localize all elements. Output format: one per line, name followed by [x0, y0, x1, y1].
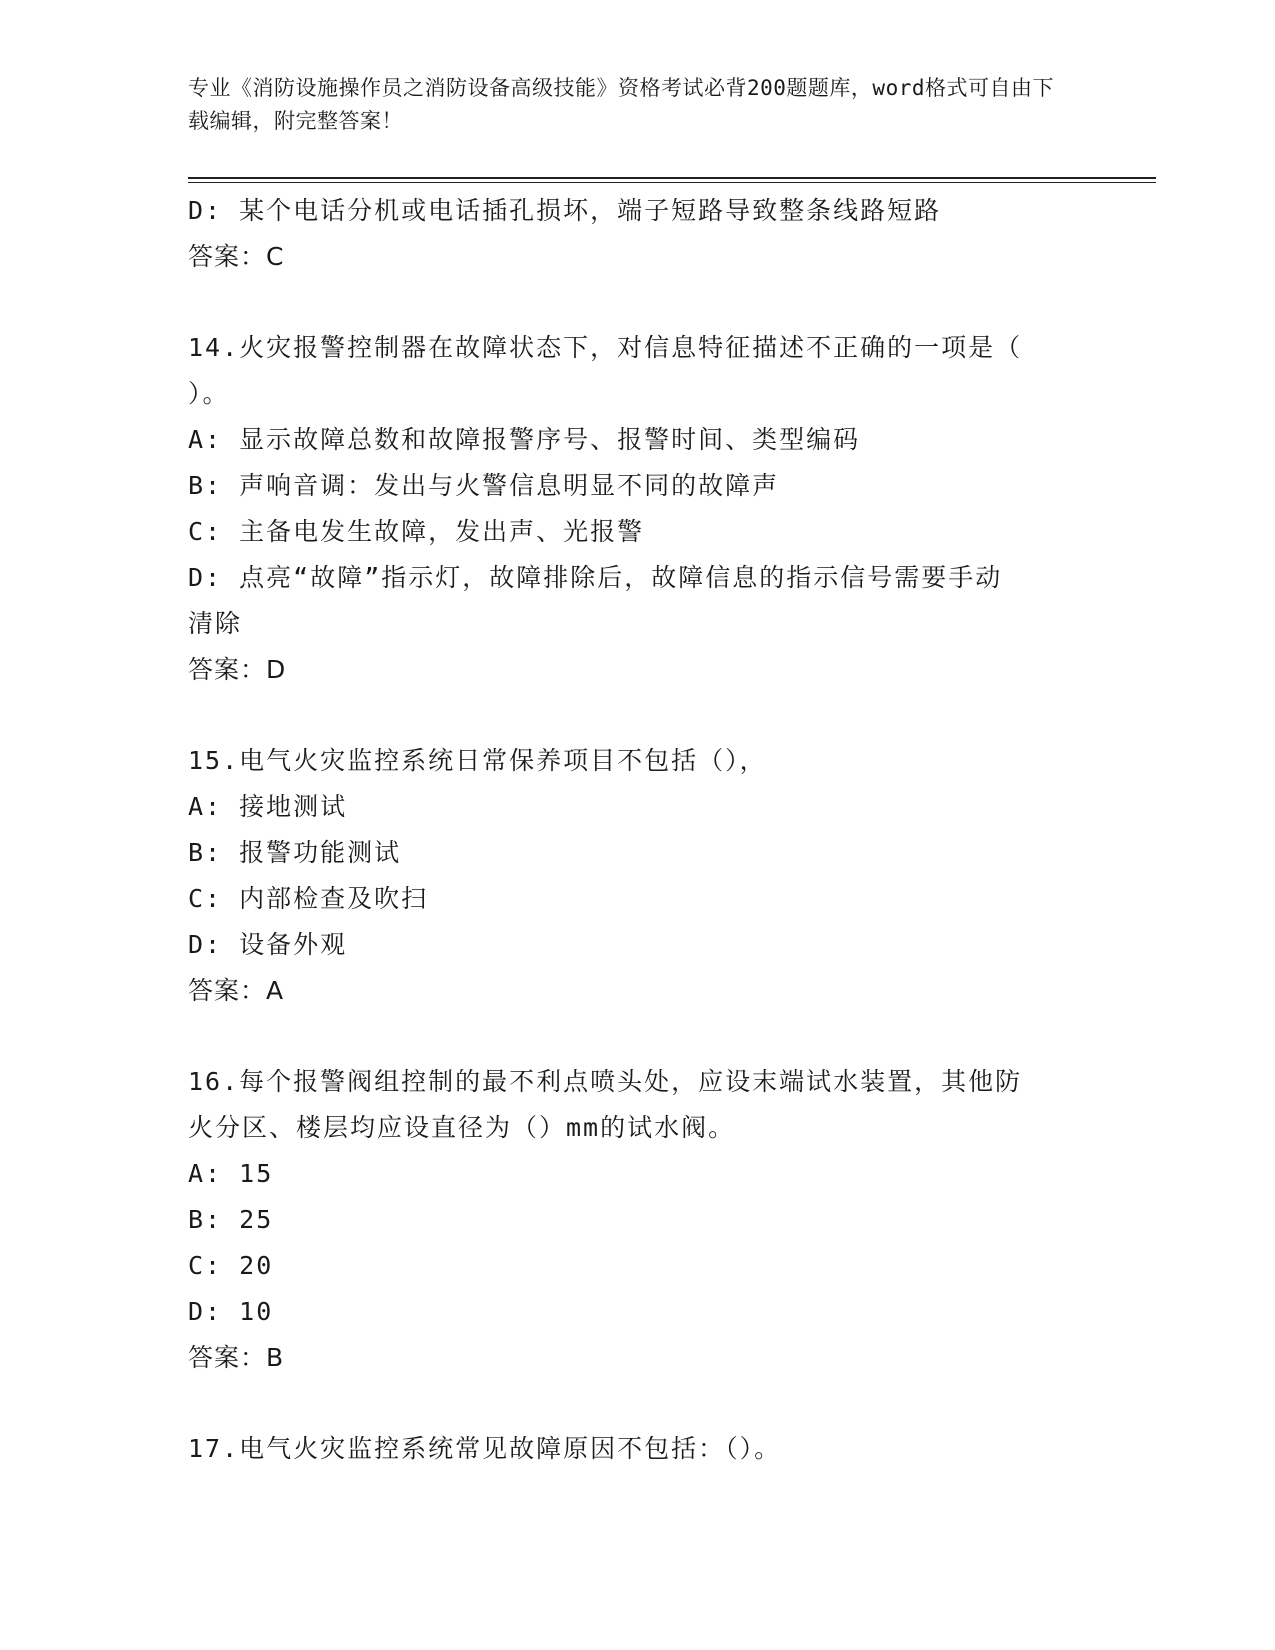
q16-answer: 答案：B: [188, 1343, 285, 1372]
spacer: [188, 280, 1088, 325]
q15-option-a: A: 接地测试: [188, 792, 348, 821]
q15-stem: 15.电气火灾监控系统日常保养项目不包括（），: [188, 746, 767, 775]
spacer: [188, 1014, 1088, 1059]
header-rule-thin: [188, 182, 1156, 183]
q15-option-c: C: 内部检查及吹扫: [188, 884, 429, 913]
q14-option-b: B: 声响音调：发出与火警信息明显不同的故障声: [188, 471, 780, 500]
q14-answer: 答案：D: [188, 655, 287, 684]
q13-option-d: D: 某个电话分机或电话插孔损坏，端子短路导致整条线路短路: [188, 196, 942, 225]
q14-option-d-line1: D: 点亮“故障”指示灯，故障排除后，故障信息的指示信号需要手动: [188, 563, 1003, 592]
q15-option-b: B: 报警功能测试: [188, 838, 402, 867]
q15-option-d: D: 设备外观: [188, 930, 348, 959]
q16-stem-line2: 火分区、楼层均应设直径为（）mm的试水阀。: [188, 1113, 736, 1142]
q14-option-c: C: 主备电发生故障，发出声、光报警: [188, 517, 645, 546]
page-header: 专业《消防设施操作员之消防设备高级技能》资格考试必背200题题库，word格式可自由下载编辑，附完整答案！: [188, 76, 1054, 133]
q14-stem-line1: 14.火灾报警控制器在故障状态下，对信息特征描述不正确的一项是（: [188, 333, 1023, 362]
q16-option-a: A: 15: [188, 1159, 274, 1188]
q17-stem: 17.电气火灾监控系统常见故障原因不包括：（）。: [188, 1434, 782, 1463]
q14-option-a: A: 显示故障总数和故障报警序号、报警时间、类型编码: [188, 425, 861, 454]
q16-option-b: B: 25: [188, 1205, 274, 1234]
q16-option-d: D: 10: [188, 1297, 274, 1326]
q15-answer: 答案：A: [188, 976, 285, 1005]
document-body: [188, 188, 1088, 1472]
q16-stem-line1: 16.每个报警阀组控制的最不利点喷头处，应设末端试水装置，其他防: [188, 1067, 1023, 1096]
q13-answer: 答案：C: [188, 242, 285, 271]
q16-option-c: C: 20: [188, 1251, 274, 1280]
spacer: [188, 1381, 1088, 1426]
q14-option-d-line2: 清除: [188, 609, 243, 638]
header-rule-thick: [188, 177, 1156, 179]
q14-stem-line2: ）。: [188, 379, 230, 408]
spacer: [188, 693, 1088, 738]
